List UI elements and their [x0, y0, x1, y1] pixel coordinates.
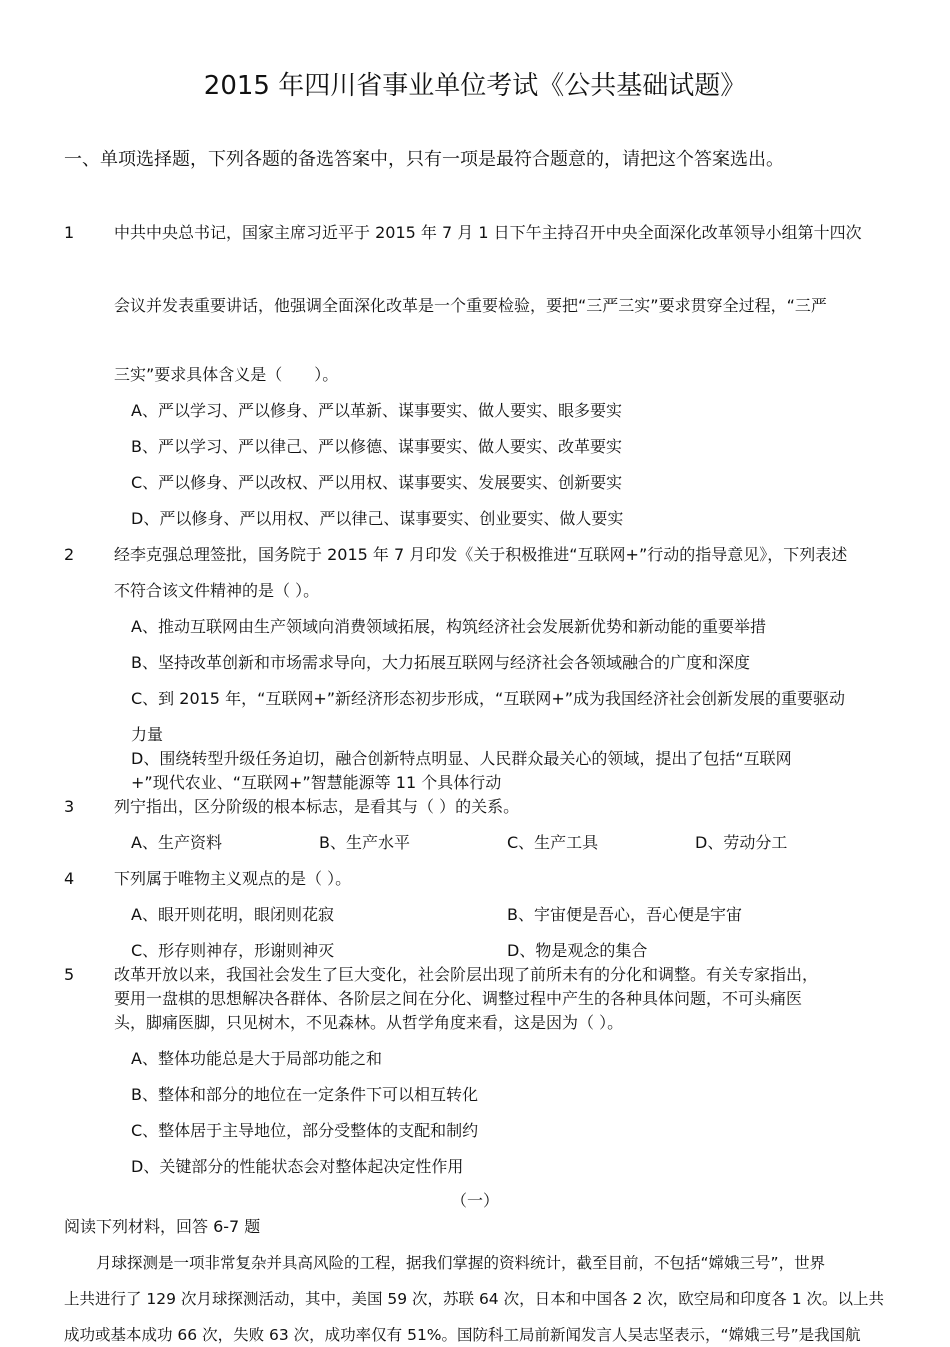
option-c: C、形存则神存，形谢则神灭	[131, 941, 335, 960]
option-d-continued: +”现代农业、“互联网+”智慧能源等 11 个具体行动	[131, 773, 502, 792]
option-d: D、围绕转型升级任务迫切，融合创新特点明显、人民群众最关心的领域，提出了包括“互联网	[131, 749, 792, 768]
option-b: B、坚持改革创新和市场需求导向，大力拓展互联网与经济社会各领域融合的广度和深度	[131, 653, 750, 672]
page-title: 2015 年四川省事业单位考试《公共基础试题》	[203, 71, 747, 101]
option-c: C、严以修身、严以改权、严以用权、谋事要实、发展要实、创新要实	[131, 473, 623, 492]
option-a: A、整体功能总是大于局部功能之和	[131, 1049, 382, 1068]
option-b: B、整体和部分的地位在一定条件下可以相互转化	[131, 1085, 478, 1104]
option-a: A、眼开则花明，眼闭则花寂	[131, 905, 334, 924]
option-c: C、整体居于主导地位，部分受整体的支配和制约	[131, 1121, 479, 1140]
question-stem: 下列属于唯物主义观点的是（ ）。	[114, 869, 352, 888]
question-stem-line: 中共中央总书记，国家主席习近平于 2015 年 7 月 1 日下午主持召开中央全面深化改革领导小组第十四次	[114, 223, 862, 242]
passage-line: 月球探测是一项非常复杂并具高风险的工程，据我们掌握的资料统计，截至目前，不包括“嫦娥三号”，世界	[96, 1254, 826, 1272]
question-number: 2	[64, 545, 75, 564]
question-number: 4	[64, 869, 75, 888]
passage-line: 成功或基本成功 66 次，失败 63 次，成功率仅有 51%。国防科工局前新闻发言人吴志坚表示，“嫦娥三号”是我国航	[64, 1326, 861, 1344]
option-d: D、劳动分工	[695, 833, 788, 852]
section-heading: 一、单项选择题，下列各题的备选答案中，只有一项是最符合题意的，请把这个答案选出。	[64, 149, 784, 170]
passage-line: 上共进行了 129 次月球探测活动，其中，美国 59 次，苏联 64 次，日本和中国各 2 次，欧空局和印度各 1 次。以上共	[64, 1290, 885, 1308]
question-number: 5	[64, 965, 75, 984]
question-stem-line: 会议并发表重要讲话，他强调全面深化改革是一个重要检验，要把“三严三实”要求贯穿全过程，“三严	[114, 296, 827, 315]
option-b: B、生产水平	[319, 833, 410, 852]
option-b: B、宇宙便是吾心，吾心便是宇宙	[507, 905, 742, 924]
option-a: A、推动互联网由生产领域向消费领域拓展，构筑经济社会发展新优势和新动能的重要举措	[131, 617, 766, 636]
question-stem-line: 头，脚痛医脚，只见树木，不见森林。从哲学角度来看，这是因为（ ）。	[114, 1013, 624, 1032]
question-stem-line: 不符合该文件精神的是（ ）。	[114, 581, 320, 600]
question-number: 1	[64, 223, 75, 242]
part-marker: （一）	[450, 1191, 499, 1210]
option-d: D、严以修身、严以用权、严以律己、谋事要实、创业要实、做人要实	[131, 509, 624, 528]
option-d: D、关键部分的性能状态会对整体起决定性作用	[131, 1157, 464, 1176]
option-a: A、生产资料	[131, 833, 222, 852]
question-stem-line: 经李克强总理签批，国务院于 2015 年 7 月印发《关于积极推进“互联网+”行动的指导意见》，下列表述	[114, 545, 848, 564]
option-d: D、物是观念的集合	[507, 941, 648, 960]
option-c-continued: 力量	[131, 725, 164, 744]
reading-intro: 阅读下列材料，回答 6-7 题	[64, 1217, 261, 1236]
question-stem-line: 要用一盘棋的思想解决各群体、各阶层之间在分化、调整过程中产生的各种具体问题，不可头痛医	[114, 989, 803, 1008]
option-c: C、到 2015 年，“互联网+”新经济形态初步形成，“互联网+”成为我国经济社会创新发展的重要驱动	[131, 689, 846, 708]
option-c: C、生产工具	[507, 833, 599, 852]
option-b: B、严以学习、严以律己、严以修德、谋事要实、做人要实、改革要实	[131, 437, 622, 456]
question-stem-line: 三实”要求具体含义是（ ）。	[114, 365, 339, 384]
question-stem-line: 改革开放以来，我国社会发生了巨大变化，社会阶层出现了前所未有的分化和调整。有关专家指出，	[114, 965, 819, 984]
question-number: 3	[64, 797, 75, 816]
option-a: A、严以学习、严以修身、严以革新、谋事要实、做人要实、眼多要实	[131, 401, 622, 420]
question-stem: 列宁指出，区分阶级的根本标志，是看其与（ ）的关系。	[114, 797, 520, 816]
